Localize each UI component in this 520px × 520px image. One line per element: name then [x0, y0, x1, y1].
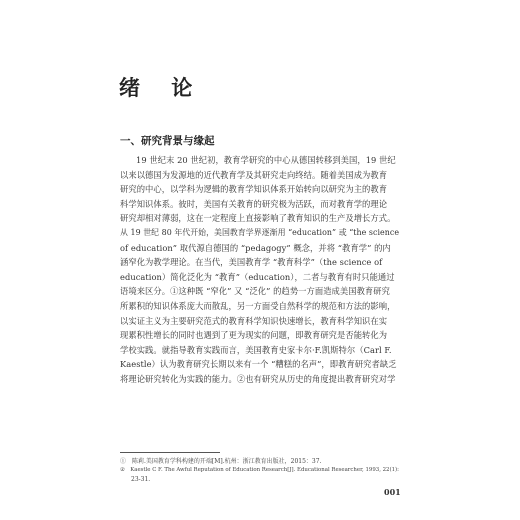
- footnote-divider: [120, 452, 220, 453]
- footnote-1: ① 陈莉.美国教育学科构建的开端[M].杭州：浙江教育出版社，2015：37.: [120, 458, 322, 465]
- page-number: 001: [384, 487, 401, 497]
- body-line: 研究的中心，以学科为逻辑的教育学知识体系开始转向以研究为主的教育: [120, 184, 388, 195]
- body-line: 将理论研究转化为实践的能力。②也有研究从历史的角度提出教育研究对学: [120, 373, 396, 384]
- body-line: Kaestle）认为教育研究长期以来有一个 “糟糕的名声”，即教育研究者缺乏: [120, 359, 397, 370]
- body-line: 所累积的知识体系庞大而散乱，另一方面受自然科学的规范和方法的影响，: [120, 300, 396, 311]
- body-line: 以实证主义为主要研究范式的教育科学知识快速增长，教育科学知识在实: [120, 315, 388, 326]
- body-line: 学校实践。就指导教育实践而言，美国教育史家卡尔·F.凯斯特尔（Carl F.: [120, 344, 392, 355]
- body-line: 19 世纪末 20 世纪初，教育学研究的中心从德国转移到美国，19 世纪: [136, 155, 396, 165]
- body-line: 研究却相对薄弱，这在一定程度上直接影响了教育知识的生产及增长方式。: [120, 213, 396, 224]
- body-line: 从 19 世纪 80 年代开始，美国教育学界逐渐用 “education” 或 “the science: [120, 227, 400, 237]
- body-line: education）简化泛化为 “教育”（education），二者与教育有时只能通过: [120, 271, 395, 282]
- footnotes: [120, 457, 402, 484]
- body-line: 科学知识体系。彼时，美国有关教育的研究极为活跃，而对教育学的理论: [120, 198, 388, 209]
- body-line: 语境来区分。①这种既 “窄化” 又 “泛化” 的趋势一方面造成美国教育研究: [120, 286, 390, 297]
- body-line: 涵窄化为教学理论。在当代，美国教育学 “教育科学”（the science of: [120, 257, 383, 268]
- footnote-2-continued: 23-31.: [131, 476, 151, 483]
- chapter-title: 绪 论: [119, 76, 205, 100]
- section-heading: 一、研究背景与缘起: [120, 135, 215, 147]
- body-text: [120, 153, 402, 387]
- footnote-2: ② Kaestle C F. The Awful Reputation of Education Research[J]. Educational Researcher, 1993, 22(1):: [120, 467, 399, 473]
- body-line: of education” 取代源自德国的 “pedagogy” 概念，并将 “教育学” 的内: [120, 242, 391, 253]
- body-line: 现累积性增长的同时也遇到了更为现实的问题，即教育研究是否能转化为: [120, 330, 388, 341]
- body-line: 以来以德国为发源地的近代教育学及其研究走向终结。随着美国成为教育: [120, 169, 388, 180]
